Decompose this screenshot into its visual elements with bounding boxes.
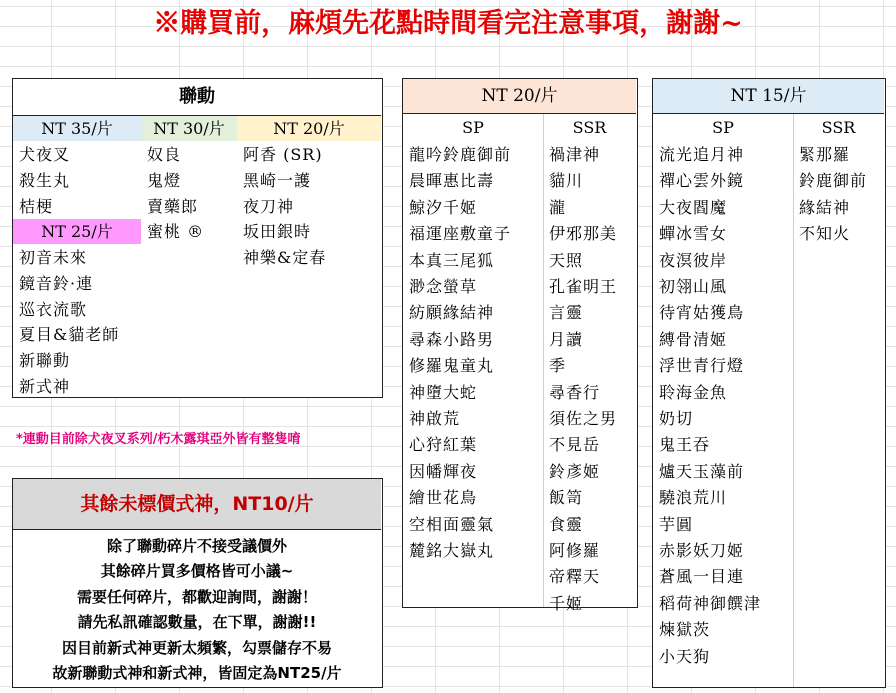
collab-item: 巡衣流歌 — [19, 299, 88, 319]
shikigami-sp-item: 鬼王吞 — [659, 435, 711, 455]
shikigami-sp-item: 浮世青行燈 — [659, 356, 745, 376]
shikigami-sp-item: 縛骨清姬 — [659, 329, 728, 349]
nt30-header: NT 30/片 — [141, 116, 237, 141]
nt20-sp-header: SP — [462, 118, 484, 137]
shikigami-sp-item: 爐天玉藻前 — [659, 461, 745, 481]
info-box — [12, 478, 383, 688]
collab-item: 殺生丸 — [19, 170, 71, 190]
nt15-panel-header: NT 15/片 — [653, 79, 884, 114]
collab-item: 夜刀神 — [243, 196, 295, 216]
collab-panel — [12, 78, 383, 398]
collab-item: 坂田銀時 — [243, 222, 312, 242]
nt20-panel — [402, 78, 638, 613]
shikigami-ssr-item: 尋香行 — [549, 382, 601, 402]
shikigami-ssr-item: 不知火 — [799, 224, 851, 244]
shikigami-sp-item: 神啟荒 — [409, 409, 461, 428]
shikigami-ssr-item: 天照 — [549, 250, 584, 270]
shikigami-sp-item: 鯨汐千姬 — [409, 197, 478, 217]
collab-item: 新式神 — [19, 377, 71, 396]
shikigami-sp-item: 大夜閻魔 — [659, 197, 728, 217]
shikigami-ssr-item: 緣結神 — [799, 197, 851, 217]
collab-item: 阿香 (SR) — [243, 145, 323, 164]
shikigami-sp-item: 修羅鬼童丸 — [409, 356, 495, 376]
shikigami-ssr-item: 阿修羅 — [549, 541, 601, 560]
shikigami-ssr-item: 飯笥 — [549, 488, 584, 508]
shikigami-sp-item: 稻荷神御饌津 — [659, 593, 762, 613]
shikigami-ssr-item: 食靈 — [549, 514, 584, 534]
shikigami-sp-item: 驍浪荒川 — [659, 488, 728, 508]
shikigami-sp-item: 尋森小路男 — [409, 329, 495, 349]
nt15-sp-header: SP — [712, 118, 734, 137]
info-line: 需要任何碎片，都歡迎詢問，謝謝！ — [76, 587, 317, 606]
collab-item: 奴良 — [147, 145, 182, 164]
shikigami-sp-item: 本真三尾狐 — [409, 250, 495, 270]
page-title: ※購買前，麻煩先花點時間看完注意事項，謝謝~ — [153, 8, 743, 39]
shikigami-ssr-item: 言靈 — [549, 303, 584, 323]
info-line: 故新聯動式神和新式神，皆固定為NT25/片 — [52, 664, 342, 682]
info-line: 因目前新式神更新太頻繁，勾票儲存不易 — [61, 638, 332, 657]
collab-item: 桔梗 — [19, 196, 54, 216]
shikigami-sp-item: 流光追月神 — [659, 145, 745, 164]
shikigami-sp-item: 龍吟鈴鹿御前 — [409, 145, 512, 164]
shikigami-sp-item: 晨暉惠比壽 — [409, 171, 495, 191]
shikigami-ssr-item: 貓川 — [549, 171, 584, 191]
nt35-header: NT 35/片 — [13, 116, 141, 141]
shikigami-sp-item: 蒼風一目連 — [659, 567, 745, 587]
nt15-ssr-header: SSR — [821, 118, 856, 137]
nt20-header: NT 20/片 — [237, 116, 381, 141]
nt20-panel-header: NT 20/片 — [403, 79, 636, 114]
shikigami-ssr-item: 禍津神 — [549, 145, 601, 164]
collab-note: *連動目前除犬夜叉系列/朽木露琪亞外皆有整隻唷 — [16, 432, 301, 447]
shikigami-ssr-item: 孔雀明王 — [549, 277, 618, 296]
collab-item: 新聯動 — [19, 351, 71, 371]
shikigami-sp-item: 赤影妖刀姬 — [659, 541, 745, 560]
info-line: 請先私訊確認數量，在下單，謝謝!! — [77, 613, 317, 632]
collab-item: 神樂&定春 — [243, 248, 327, 268]
column-divider — [793, 114, 794, 687]
shikigami-ssr-item: 鈴彥姬 — [549, 461, 601, 481]
collab-item: 蜜桃 ® — [147, 222, 205, 242]
collab-item: 黑崎一護 — [243, 170, 312, 190]
shikigami-sp-item: 紡願緣結神 — [409, 303, 495, 323]
shikigami-ssr-item: 帝釋天 — [549, 567, 601, 587]
info-heading: 其餘未標價式神，NT10/片 — [13, 479, 381, 530]
shikigami-sp-item: 聆海金魚 — [659, 382, 728, 402]
shikigami-sp-item: 煉獄茨 — [659, 620, 711, 640]
column-divider — [543, 114, 544, 607]
collab-item: 賣藥郎 — [147, 196, 199, 216]
shikigami-sp-item: 禪心雲外鏡 — [659, 171, 745, 191]
shikigami-sp-item: 因幡輝夜 — [409, 461, 478, 481]
shikigami-sp-item: 蟬冰雪女 — [659, 224, 728, 244]
nt25-header: NT 25/片 — [13, 219, 141, 244]
info-line: 其餘碎片買多價格皆可小議~ — [100, 562, 294, 581]
shikigami-ssr-item: 不見岳 — [549, 435, 601, 455]
shikigami-ssr-item: 須佐之男 — [549, 409, 618, 428]
collab-item: 鬼燈 — [147, 170, 182, 190]
shikigami-ssr-item: 瀧 — [549, 197, 567, 217]
collab-item: 夏目&貓老師 — [19, 325, 120, 345]
shikigami-sp-item: 福運座敷童子 — [409, 224, 512, 244]
collab-item: 初音未來 — [19, 248, 88, 267]
shikigami-ssr-item: 鈴鹿御前 — [799, 171, 868, 191]
shikigami-sp-item: 夜溟彼岸 — [659, 250, 728, 270]
shikigami-sp-item: 初翎山風 — [659, 277, 728, 296]
shikigami-sp-item: 小天狗 — [659, 646, 711, 666]
shikigami-sp-item: 芋圓 — [659, 514, 694, 534]
shikigami-sp-item: 奶切 — [659, 409, 694, 428]
collab-title: 聯動 — [13, 79, 381, 116]
info-line: 除了聯動碎片不接受議價外 — [106, 537, 287, 555]
shikigami-sp-item: 繪世花鳥 — [409, 488, 478, 508]
shikigami-ssr-item: 月讀 — [549, 329, 584, 349]
collab-item: 鏡音鈴·連 — [19, 273, 94, 293]
shikigami-ssr-item: 伊邪那美 — [549, 224, 618, 244]
shikigami-ssr-item: 千姬 — [549, 593, 584, 613]
collab-item: 犬夜叉 — [19, 145, 71, 164]
shikigami-sp-item: 麓銘大嶽丸 — [409, 541, 495, 560]
shikigami-sp-item: 待宵姑獲鳥 — [659, 303, 745, 323]
shikigami-ssr-item: 緊那羅 — [799, 145, 851, 164]
shikigami-ssr-item: 季 — [549, 356, 567, 376]
shikigami-sp-item: 神墮大蛇 — [409, 382, 478, 402]
shikigami-sp-item: 空相面靈氣 — [409, 514, 495, 534]
nt20-ssr-header: SSR — [572, 118, 607, 137]
shikigami-sp-item: 心狩紅葉 — [409, 435, 478, 455]
nt15-panel — [652, 78, 886, 688]
shikigami-sp-item: 渺念螢草 — [409, 277, 478, 296]
